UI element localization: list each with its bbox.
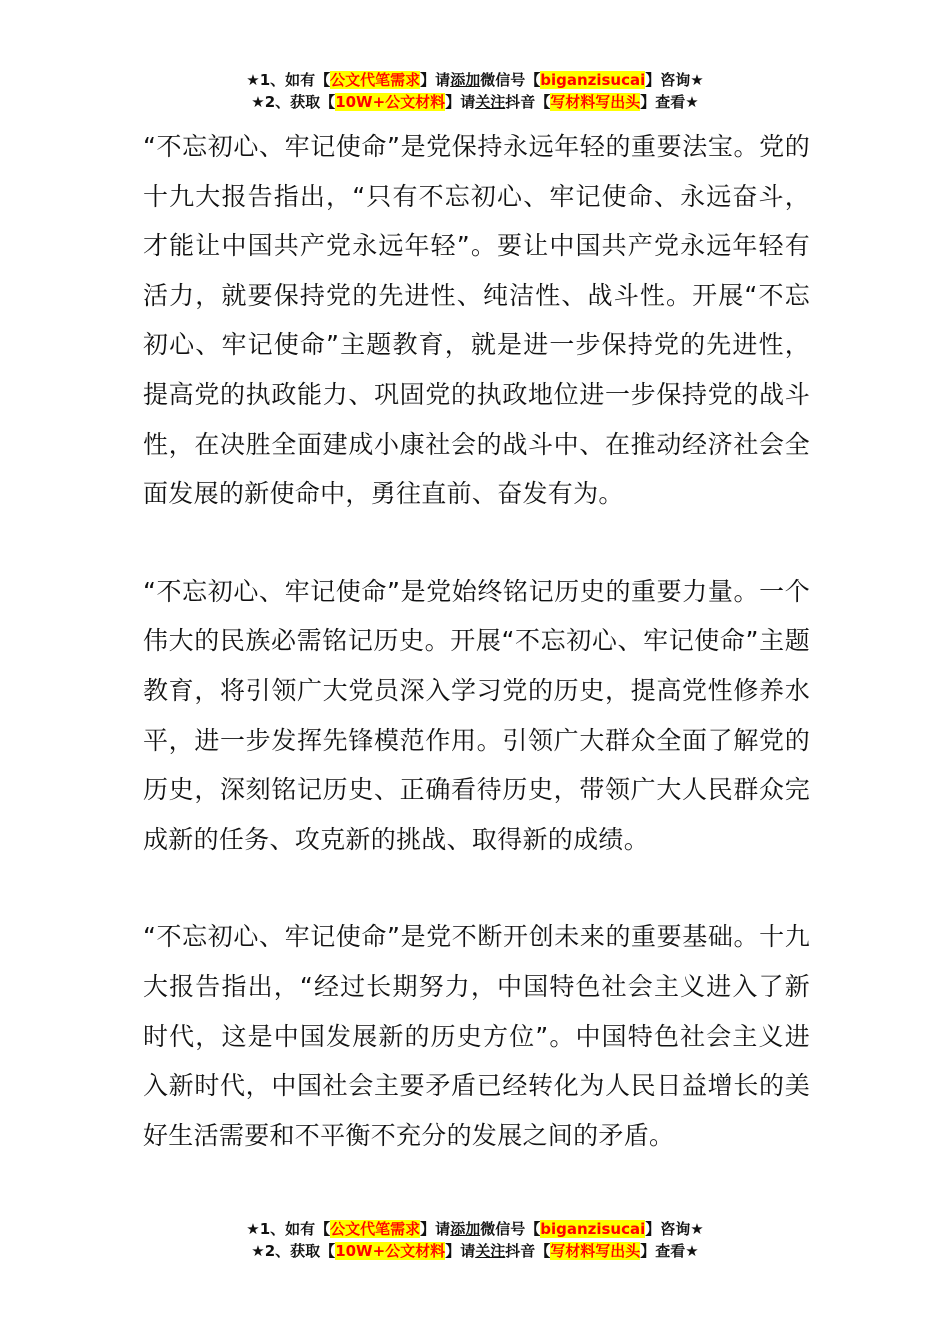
notice-line-2-middle: 】请	[445, 93, 476, 111]
notice-line-1-suffix: 】咨询★	[645, 71, 704, 89]
notice-line-1	[0, 1218, 950, 1240]
materials-highlight: 10W+公文材料	[335, 93, 446, 111]
notice-line-2-prefix: ★2、获取【	[251, 93, 336, 111]
paragraph: “不忘初心、牢记使命”是党保持永远年轻的重要法宝。党的十九大报告指出，“只有不忘初心、牢记使命、永远奋斗，才能让中国共产党永远年轻”。要让中国共产党永远年轻有活力，就要保持党的先进性、纯洁性、战斗性。开展“不忘初心、牢记使命”主题教育，就是进一步保持党的先进性，提高党的执政能力、巩固党的执政地位进一步保持党的战斗性，在决胜全面建成小康社会的战斗中、在推动经济社会全面发展的新使命中，勇往直前、奋发有为。	[143, 132, 810, 509]
notice-line-2	[0, 91, 950, 113]
notice-line-1-middle: 】请	[420, 1220, 451, 1238]
materials-highlight: 10W+公文材料	[335, 1242, 446, 1260]
notice-line-1	[0, 69, 950, 91]
ghostwriting-highlight: 公文代笔需求	[330, 1220, 421, 1238]
notice-line-1-prefix: ★1、如有【	[246, 71, 331, 89]
douyin-account-highlight: 写材料写出头	[550, 1242, 641, 1260]
notice-line-2-suffix: 】查看★	[640, 93, 699, 111]
footer-notice	[0, 1218, 950, 1262]
douyin-account-highlight: 写材料写出头	[550, 93, 641, 111]
notice-line-2	[0, 1240, 950, 1262]
notice-line-2-emphasis: 关注	[475, 93, 506, 111]
notice-line-1-suffix: 】咨询★	[645, 1220, 704, 1238]
notice-line-2-suffix: 】查看★	[640, 1242, 699, 1260]
notice-line-1-middle-2: 微信号【	[480, 71, 541, 89]
paragraph: “不忘初心、牢记使命”是党始终铭记历史的重要力量。一个伟大的民族必需铭记历史。开展“不忘初心、牢记使命”主题教育，将引领广大党员深入学习党的历史，提高党性修养水平，进一步发挥先锋模范作用。引领广大群众全面了解党的历史，深刻铭记历史、正确看待历史，带领广大人民群众完成新的任务、攻克新的挑战、取得新的成绩。	[143, 576, 810, 854]
paragraph: “不忘初心、牢记使命”是党不断开创未来的重要基础。十九大报告指出，“经过长期努力，中国特色社会主义进入了新时代，这是中国发展新的历史方位”。中国特色社会主义进入新时代，中国社会主要矛盾已经转化为人民日益增长的美好生活需要和不平衡不充分的发展之间的矛盾。	[143, 922, 810, 1150]
notice-line-2-middle: 】请	[445, 1242, 476, 1260]
ghostwriting-highlight: 公文代笔需求	[330, 71, 421, 89]
wechat-id-highlight: biganzisucai	[540, 71, 646, 89]
header-notice	[0, 69, 950, 113]
notice-line-2-middle-2: 抖音【	[505, 93, 551, 111]
notice-line-1-emphasis: 添加	[450, 71, 481, 89]
notice-line-1-middle-2: 微信号【	[480, 1220, 541, 1238]
notice-line-1-emphasis: 添加	[450, 1220, 481, 1238]
notice-line-1-prefix: ★1、如有【	[246, 1220, 331, 1238]
document-body	[143, 122, 810, 1160]
notice-line-2-prefix: ★2、获取【	[251, 1242, 336, 1260]
wechat-id-highlight: biganzisucai	[540, 1220, 646, 1238]
notice-line-2-emphasis: 关注	[475, 1242, 506, 1260]
notice-line-1-middle: 】请	[420, 71, 451, 89]
notice-line-2-middle-2: 抖音【	[505, 1242, 551, 1260]
